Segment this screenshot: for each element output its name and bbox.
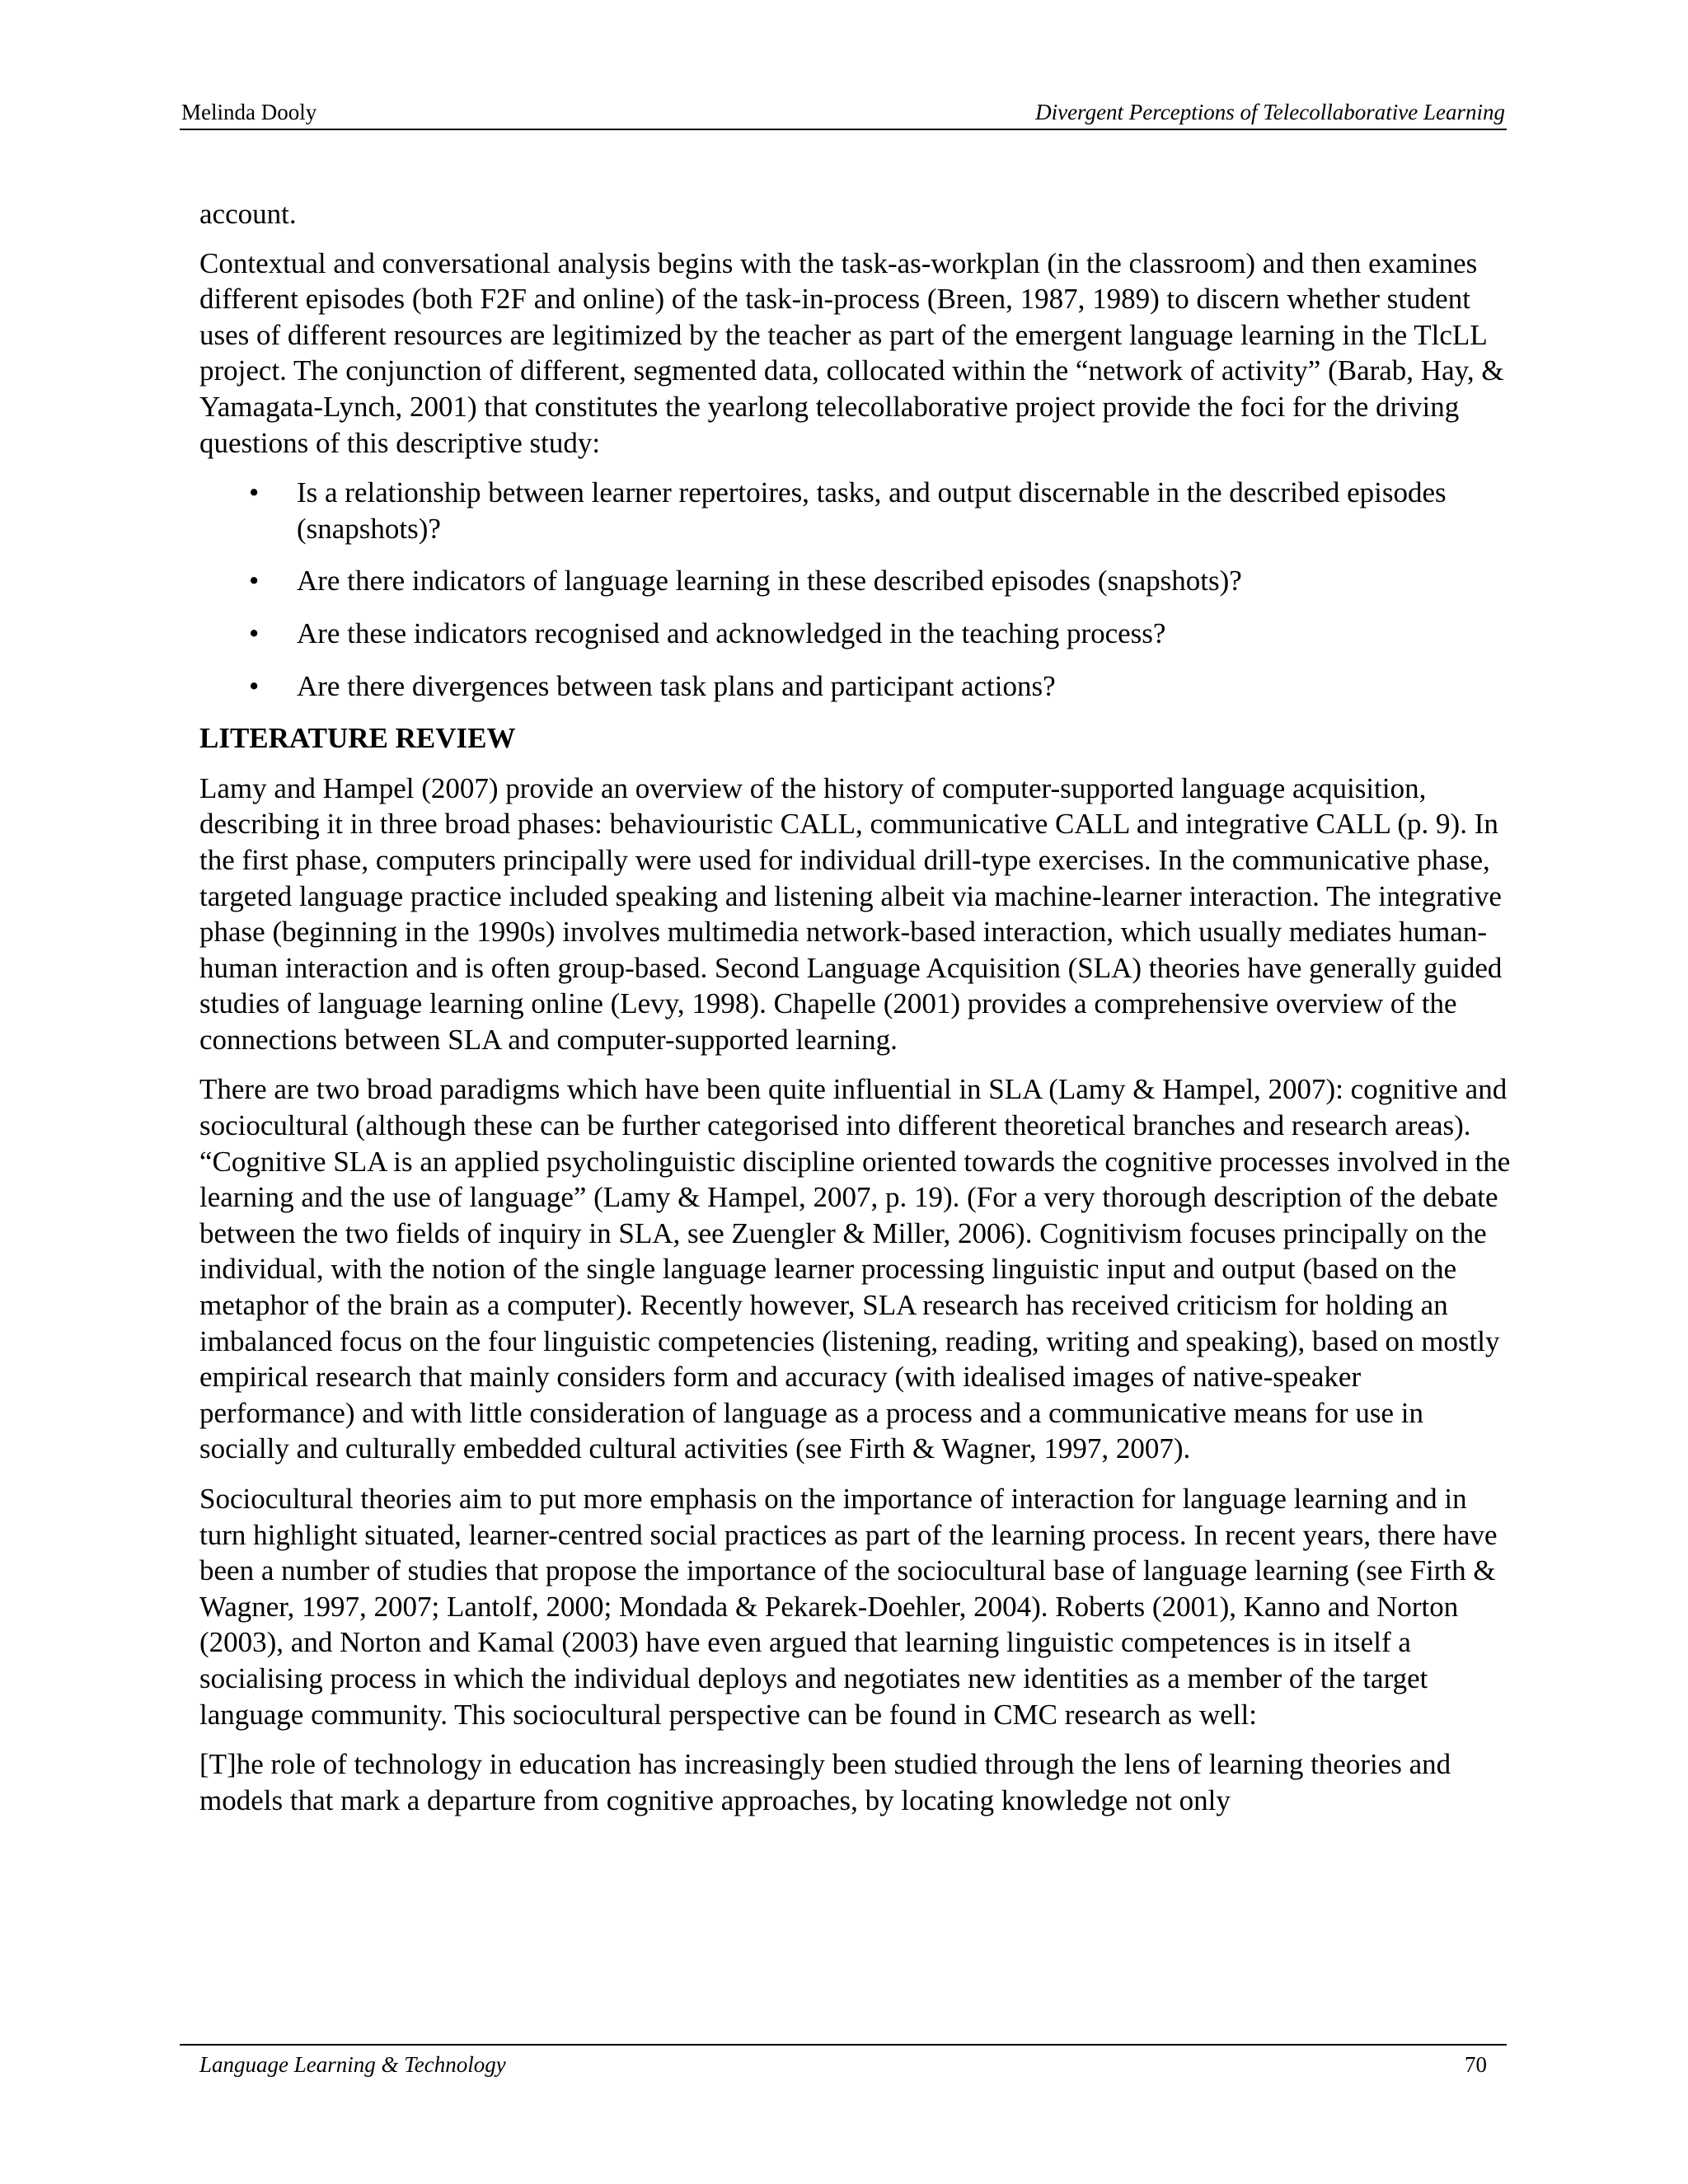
paragraph-history: Lamy and Hampel (2007) provide an overview of the history of computer-supported language acquisition, describing it in three broad phases: behaviouristic CALL, communicative CALL and integrative CALL (p. 9). In the first phase, computers principally were used for individual drill-type exercises. In the communicative phase, targeted language practice included speaking and listening albeit via machine-learner interaction. The integrative phase (beginning in the 1990s) involves multimedia network-based interaction, which usually mediates human-human interaction and is often group-based. Second Language Acquisition (SLA) theories have generally guided studies of language learning online (Levy, 1998). Chapelle (2001) provides a comprehensive overview of the connections between SLA and computer-supported learning. xyxy=(199,771,1503,1056)
question-text: Are there indicators of language learning in these described episodes (snapshots)? xyxy=(297,565,1242,598)
question-text: Are there divergences between task plans and participant actions? xyxy=(297,669,1056,702)
paragraph-intro: Contextual and conversational analysis begins with the task-as-workplan (in the classroom) and then examines different episodes (both F2F and online) of the task-in-process (Breen, 1987, 1989) to discern whether student uses of different resources are legitimized by the teacher as part of the emergent language learning in the TlcLL project. The conjunction of different, segmented data, collocated within the “network of activity” (Barab, Hay, & Yamagata-Lynch, 2001) that constitutes the yearlong telecollaborative project provide the foci for the driving questions of this descriptive study: xyxy=(199,246,1504,459)
page-number: 70 xyxy=(1465,2052,1487,2077)
footer-journal: Language Learning & Technology xyxy=(199,2052,506,2077)
continuation-line: account. xyxy=(199,198,297,230)
header-article-title: Divergent Perceptions of Telecollaborative Learning xyxy=(1035,100,1505,124)
research-questions-list xyxy=(199,475,1518,704)
list-item xyxy=(199,616,1518,652)
bullet-icon: • xyxy=(249,669,260,702)
list-item xyxy=(199,475,1518,546)
bullet-icon: • xyxy=(249,476,260,509)
question-text: Is a relationship between learner repertoires, tasks, and output discernable in the described episodes (snapshots)? xyxy=(297,476,1447,545)
paragraph-sociocultural: Sociocultural theories aim to put more emphasis on the importance of interaction for language learning and in turn highlight situated, learner-centred social practices as part of the learning process. In recent years, there have been a number of studies that propose the importance of the sociocultural base of language learning (see Firth & Wagner, 1997, 2007; Lantolf, 2000; Mondada & Pekarek-Doehler, 2004). Roberts (2001), Kanno and Norton (2003), and Norton and Kamal (2003) have even argued that learning linguistic competences is in itself a socialising process in which the individual deploys and negotiates new identities as a member of the target language community. This sociocultural perspective can be found in CMC research as well: xyxy=(199,1483,1498,1731)
list-item xyxy=(199,563,1518,599)
list-item xyxy=(199,668,1518,705)
block-quote: [T]he role of technology in education has increasingly been studied through the lens of learning theories and models that mark a departure from cognitive approaches, by locating knowledge not only xyxy=(199,1748,1451,1816)
question-text: Are these indicators recognised and acknowledged in the teaching process? xyxy=(297,616,1166,649)
article-body xyxy=(199,196,1518,1832)
running-footer xyxy=(180,2044,1507,2083)
bullet-icon: • xyxy=(249,616,260,649)
running-header xyxy=(180,97,1507,130)
paragraph-paradigms: There are two broad paradigms which have been quite influential in SLA (Lamy & Hampel, 2007): cognitive and sociocultural (although these can be further categorised into different theoretical branches and research areas). “Cognitive SLA is an applied psycholinguistic discipline oriented towards the cognitive processes involved in the learning and the use of language” (Lamy & Hampel, 2007, p. 19). (For a very thorough description of the debate between the two fields of inquiry in SLA, see Zuengler & Miller, 2006). Cognitivism focuses principally on the individual, with the notion of the single language learner processing linguistic input and output (based on the metaphor of the brain as a computer). Recently however, SLA research has received criticism for holding an imbalanced focus on the four linguistic competencies (listening, reading, writing and speaking), based on mostly empirical research that mainly considers form and accuracy (with idealised images of native-speaker performance) and with little consideration of language as a process and a communicative means for use in socially and culturally embedded cultural activities (see Firth & Wagner, 1997, 2007). xyxy=(199,1073,1511,1465)
section-heading: LITERATURE REVIEW xyxy=(199,722,516,755)
header-author: Melinda Dooly xyxy=(181,100,317,124)
bullet-icon: • xyxy=(249,565,260,598)
